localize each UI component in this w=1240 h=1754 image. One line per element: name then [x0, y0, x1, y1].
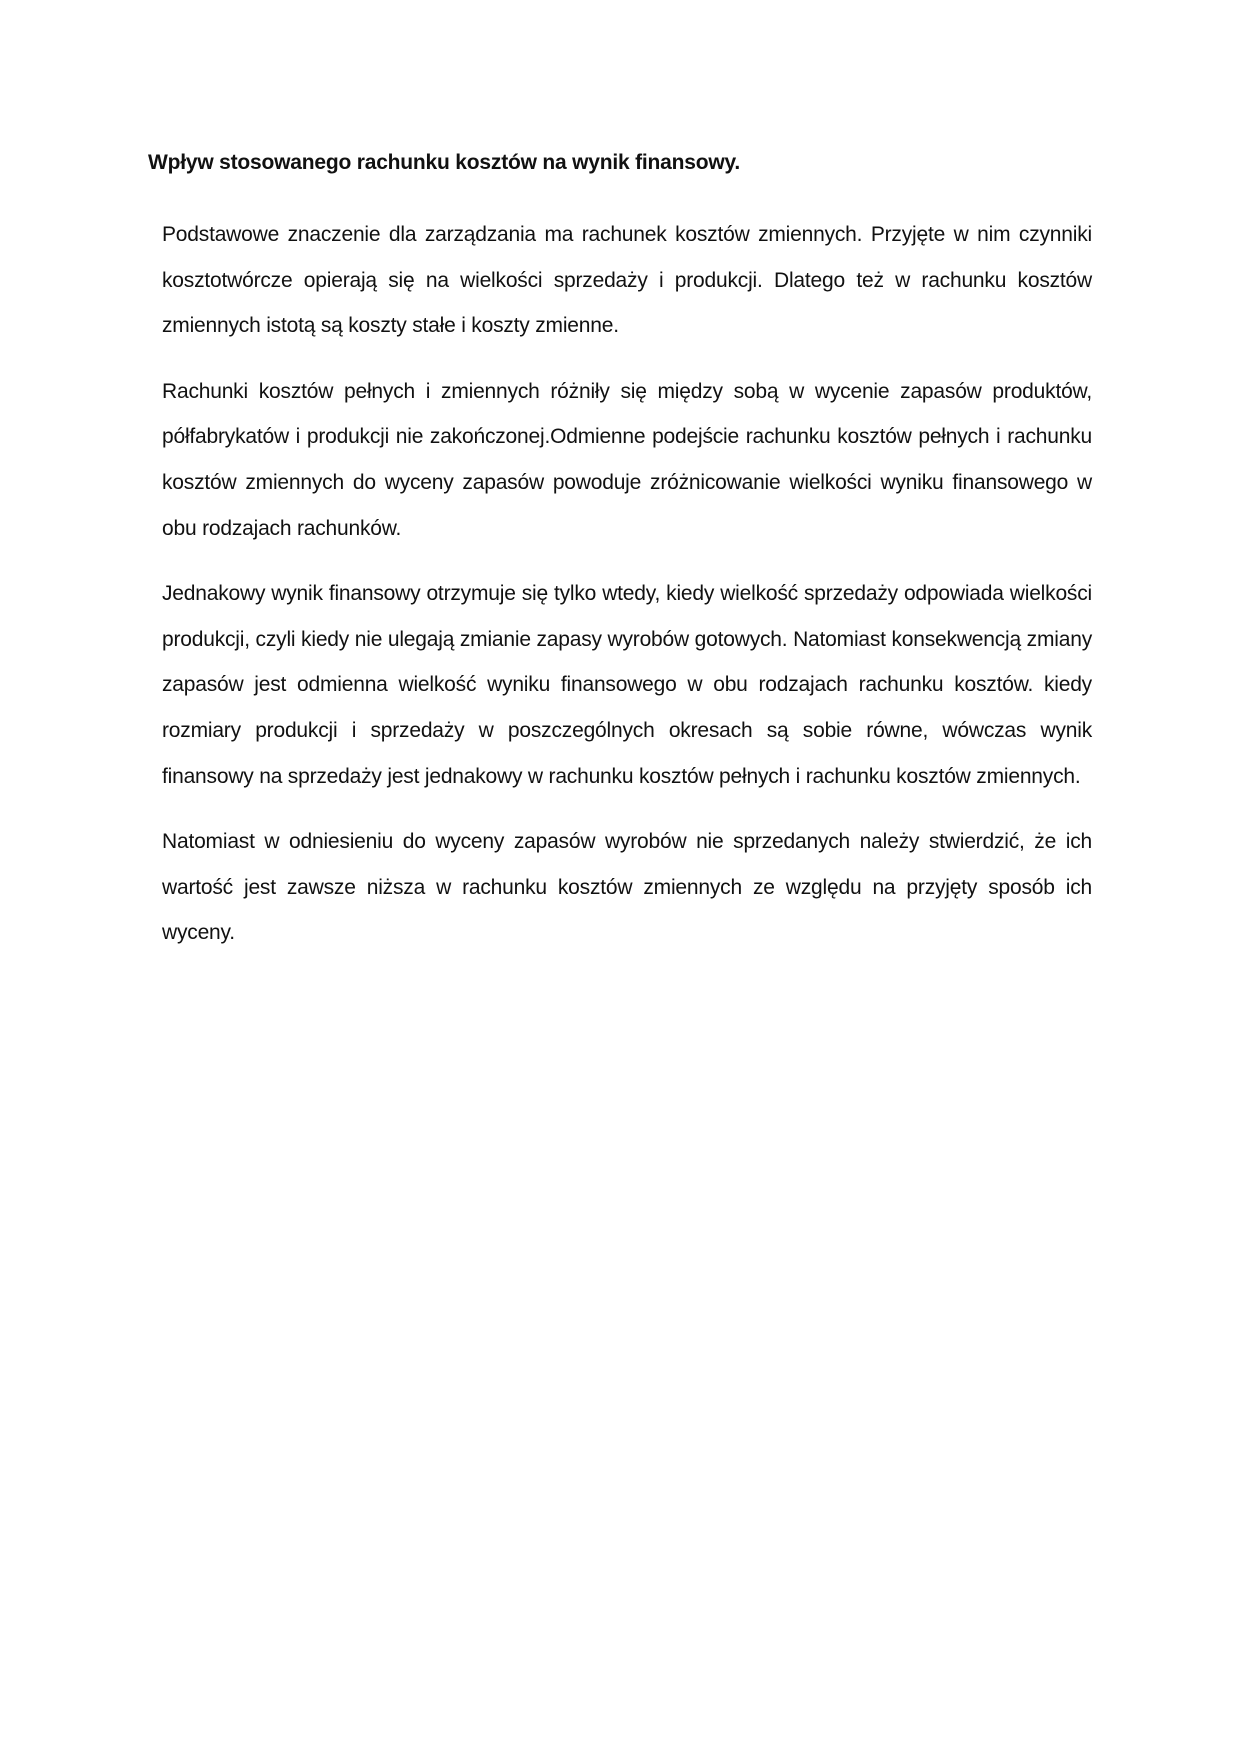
paragraph-2: Rachunki kosztów pełnych i zmiennych różniły się między sobą w wycenie zapasów produktów, półfabrykatów i produkcji nie zakończonej.Odmienne podejście rachunku kosztów pełnych i rachunku kosztów zmiennych do wyceny zapasów powoduje zróżnicowanie wielkości wyniku finansowego w obu rodzajach rachunków. — [162, 379, 1092, 540]
paragraph-1: Podstawowe znaczenie dla zarządzania ma rachunek kosztów zmiennych. Przyjęte w nim czynniki kosztotwórcze opierają się na wielkości sprzedaży i produkcji. Dlatego też w rachunku kosztów zmiennych istotą są koszty stałe i koszty zmienne. — [162, 223, 1092, 338]
document-body — [162, 212, 1092, 976]
paragraph-3: Jednakowy wynik finansowy otrzymuje się tylko wtedy, kiedy wielkość sprzedaży odpowiada wielkości produkcji, czyli kiedy nie ulegają zmianie zapasy wyrobów gotowych. Natomiast konsekwencją zmiany zapasów jest odmienna wielkość wyniku finansowego w obu rodzajach rachunku kosztów. kiedy rozmiary produkcji i sprzedaży w poszczególnych okresach są sobie równe, wówczas wynik finansowy na sprzedaży jest jednakowy w rachunku kosztów pełnych i rachunku kosztów zmiennych. — [162, 582, 1092, 788]
document-title: Wpływ stosowanego rachunku kosztów na wynik finansowy. — [148, 151, 741, 174]
paragraph-4: Natomiast w odniesieniu do wyceny zapasów wyrobów nie sprzedanych należy stwierdzić, że ich wartość jest zawsze niższa w rachunku kosztów zmiennych ze względu na przyjęty sposób ich wyceny. — [162, 830, 1092, 945]
